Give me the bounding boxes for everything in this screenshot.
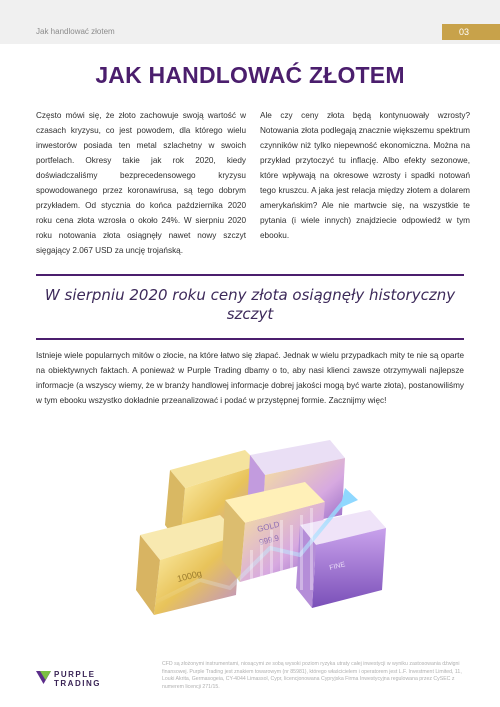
gold-bars-illustration xyxy=(130,430,390,620)
risk-disclaimer: CFD są złożonymi instrumentami, niosącymi ze sobą wysoki poziom ryzyka utraty całej inwestycji w wyniku zastosowania dźwigni finansowej. Purple Trading jest znakiem towarowym (nr 85981), którego właścicielem i operatorem jest L.F. Investment Limited, 11, Louki Akrita, Germasogeia, CY-4044 Limassol, Cypr, licencjonowana Cypryjska Firma Inwestycyjna regulowana przez CySEC z numerem licencji 271/15. xyxy=(162,661,462,690)
body-paragraph: Istnieje wiele popularnych mitów o złocie, na które łatwo się złapać. Jednak w wielu przypadkach mity te nie są oparte na obiektywnych faktach. A ponieważ w Purple Trading dbamy o to, aby nasi klienci zawsze otrzymywali najlepsze informacje (a wszyscy wiemy, że w branży handlowej informacje dobrej jakości mogą być warte złota), postanowiliśmy w tym ebooku wszystko dokładnie przeanalizować i podać w przystępnej formie. Zacznijmy więc! xyxy=(36,351,464,405)
bar-gold-label: GOLD xyxy=(256,519,281,534)
bar-fineness-label: 999.9 xyxy=(258,533,280,547)
pull-quote: W sierpniu 2020 roku ceny złota osiągnęły historyczny szczyt xyxy=(44,286,456,323)
purple-trading-logo xyxy=(36,669,126,689)
quote-divider-top xyxy=(36,274,464,276)
gold-bar-front-right xyxy=(296,510,386,608)
logo-wordmark xyxy=(54,670,101,688)
intro-right-paragraph: Ale czy ceny złota będą kontynuowały wzrosty? Notowania złota podlegają znacznie większemu spektrum czynników niż tylko niepewność ekonomiczna. Można na przykład przytoczyć tu inflację. Albo efekty sezonowe, które wpływają na okresowe wzrosty i spadki notowań tego kruszcu. A jaka jest relacja między złotem a dolarem amerykańskim? Ale nie martwcie się, na wszystkie te pytania (i wiele innych) znajdziecie odpowiedź w tym ebooku. xyxy=(260,111,470,240)
bar-weight-label: 1000g xyxy=(176,568,203,584)
page-title: JAK HANDLOWAĆ ZŁOTEM xyxy=(95,62,405,88)
logo-line-2: TRADING xyxy=(54,679,101,688)
page-header xyxy=(0,0,500,44)
logo-line-1: PURPLE xyxy=(54,670,96,679)
bar-fine-label: FINE xyxy=(328,561,346,572)
quote-divider-bottom xyxy=(36,338,464,340)
running-title: Jak handlować złotem xyxy=(36,27,115,36)
logo-mark-icon xyxy=(36,669,51,685)
intro-left-paragraph: Często mówi się, że złoto zachowuje swoją wartość w czasach kryzysu, co jest powodem, dla którego wielu inwestorów posiada ten metal szlachetny w swoich portfelach. Okresy takie jak rok 2020, kiedy doświadczaliśmy bezprecedensowego kryzysu spowodowanego przez koronawirusa, są tego dobrym przykładem. Od stycznia do końca października 2020 roku cena złota wzrosła o około 24%. W sierpniu 2020 roku notowania złota osiągnęły nawet nowy szczyt sięgający 2.067 USD za uncję trojańską. xyxy=(36,111,246,255)
page-number-badge: 03 xyxy=(442,24,500,40)
